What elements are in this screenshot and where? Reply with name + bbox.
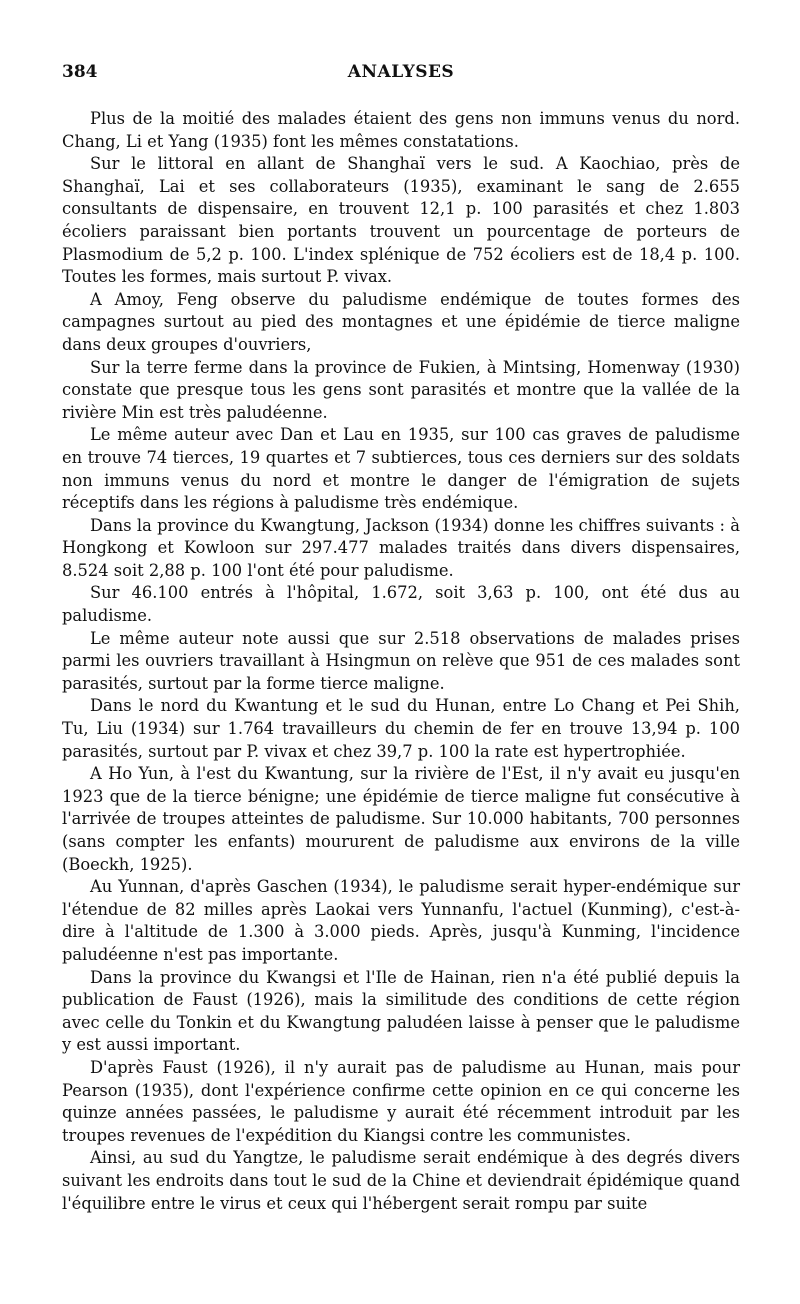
paragraph: Plus de la moitié des malades étaient des gens non immuns venus du nord. Chang, Li et Yang (1935) font les mêmes constatations. (62, 109, 740, 151)
paragraph: Le même auteur note aussi que sur 2.518 observations de malades prises parmi les ouvriers travaillant à Hsingmun on relève que 951 de ces malades sont parasités, surtout par la forme tierce maligne. (62, 628, 740, 693)
paragraph: Sur 46.100 entrés à l'hôpital, 1.672, soit 3,63 p. 100, ont été dus au paludisme. (62, 583, 740, 626)
paragraph: Dans la province du Kwangtung, Jackson (1934) donne les chiffres suivants : à Hongkong et Kowloon sur 297.477 malades traités dans divers dispensaires, 8.524 soit 2,88 p. 100 l'ont été pour paludisme. (62, 515, 740, 580)
paragraph: Sur le littoral en allant de Shanghaï vers le sud. A Kaochiao, près de Shanghaï, Lai et ses collaborateurs (1935), examinant le sang de 2.655 consultants de dispensaire, en trouvent 12,1 p. 100 parasités et chez 1.803 écoliers paraissant bien portants trouvent un pourcentage de porteurs de Plasmodium de 5,2 p. 100. L'index splénique de 752 écoliers est de 18,4 p. 100. Toutes les formes, mais surtout P. vivax. (62, 154, 740, 287)
running-head: ANALYSES (347, 62, 455, 82)
paragraph: D'après Faust (1926), il n'y aurait pas de paludisme au Hunan, mais pour Pearson (1935), dont l'expérience confirme cette opinion en ce qui concerne les quinze années passées, le paludisme y aurait été récemment introduit par les troupes revenues de l'expédition du Kiangsi contre les communistes. (62, 1057, 740, 1145)
paragraph: Dans la province du Kwangsi et l'Ile de Hainan, rien n'a été publié depuis la publication de Faust (1926), mais la similitude des conditions de cette région avec celle du Tonkin et du Kwangtung paludéen laisse à penser que le paludisme y est aussi important. (62, 967, 740, 1055)
paragraph: Sur la terre ferme dans la province de Fukien, à Mintsing, Homenway (1930) constate que presque tous les gens sont parasités et montre que la vallée de la rivière Min est très paludéenne. (62, 357, 740, 422)
paragraph: Dans le nord du Kwantung et le sud du Hunan, entre Lo Chang et Pei Shih, Tu, Liu (1934) sur 1.764 travailleurs du chemin de fer en trouve 13,94 p. 100 parasités, surtout par P. vivax et chez 39,7 p. 100 la rate est hypertrophiée. (62, 696, 740, 761)
paragraph: Ainsi, au sud du Yangtze, le paludisme serait endémique à des degrés divers suivant les endroits dans tout le sud de la Chine et deviendrait épidémique quand l'équilibre entre le virus et ceux qui l'hébergent serait rompu par suite (62, 1148, 740, 1213)
paragraph: Au Yunnan, d'après Gaschen (1934), le paludisme serait hyper-endémique sur l'étendue de 82 milles après Laokai vers Yunnanfu, l'actuel (Kunming), c'est-à-dire à l'altitude de 1.300 à 3.000 pieds. Après, jusqu'à Kunming, l'incidence paludéenne n'est pas importante. (62, 877, 740, 964)
paragraph: A Ho Yun, à l'est du Kwantung, sur la rivière de l'Est, il n'y avait eu jusqu'en 1923 que de la tierce bénigne; une épidémie de tierce maligne fut consécutive à l'arrivée de troupes atteintes de paludisme. Sur 10.000 habitants, 700 personnes (sans compter les enfants) moururent de paludisme aux environs de la ville (Boeckh, 1925). (62, 764, 740, 874)
page-header (62, 62, 740, 92)
paragraph: A Amoy, Feng observe du paludisme endémique de toutes formes des campagnes surtout au pied des montagnes et une épidémie de tierce maligne dans deux groupes d'ouvriers, (62, 289, 740, 354)
article-body (62, 108, 740, 1215)
page-number: 384 (62, 62, 98, 82)
paragraph: Le même auteur avec Dan et Lau en 1935, sur 100 cas graves de paludisme en trouve 74 tierces, 19 quartes et 7 subtierces, tous ces derniers sur des soldats non immuns venus du nord et montre le danger de l'émigration de sujets réceptifs dans les régions à paludisme très endémique. (62, 425, 740, 513)
